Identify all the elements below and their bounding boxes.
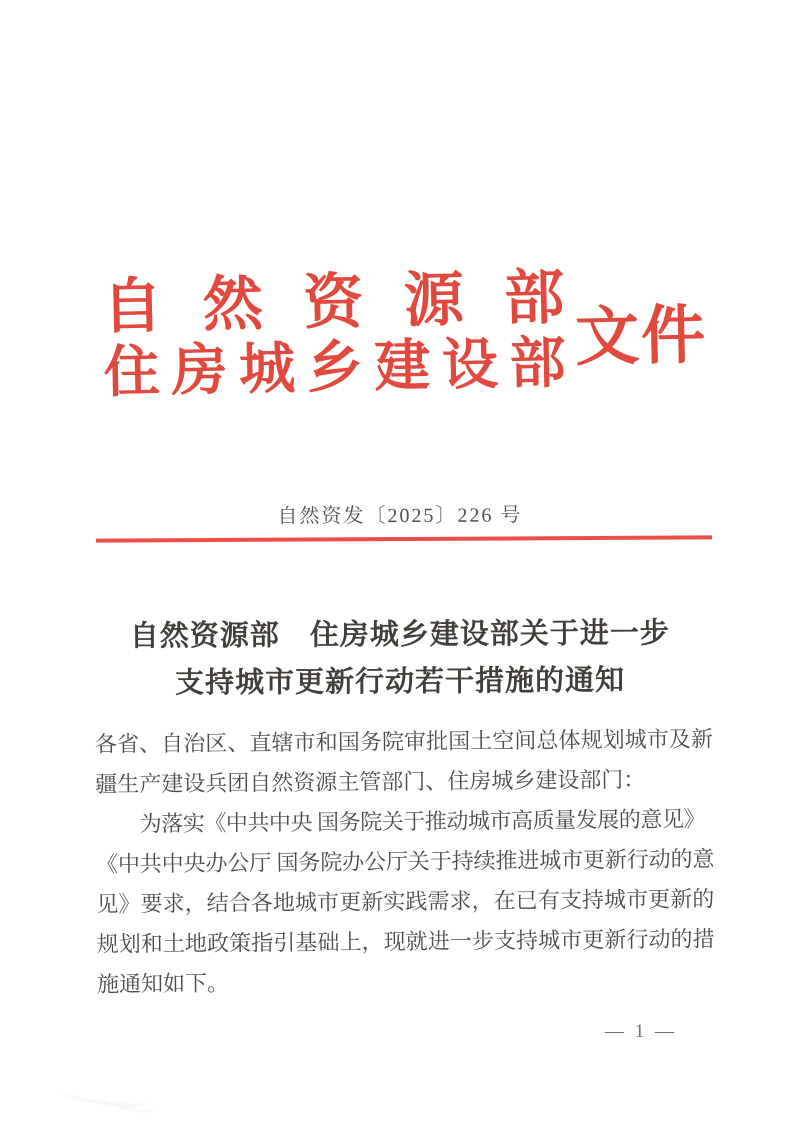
body-line: 规划和土地政策指引基础上，现就进一步支持城市更新行动的措	[96, 926, 715, 957]
salutation-line: 疆生产建设兵团自然资源主管部门、住房城乡建设部门：	[95, 766, 646, 797]
page-number: — 1 —	[605, 1021, 677, 1042]
title-line-1: 自然资源部 住房城乡建设部关于进一步	[129, 617, 670, 653]
body-line: 施通知如下。	[96, 970, 230, 997]
agency-name-line2: 住 房 城 乡 建 设 部	[103, 332, 567, 405]
body-line: 为落实《中共中央 国务院关于推动城市高质量发展的意见》	[139, 806, 706, 837]
salutation-line: 各省、自治区、直辖市和国务院审批国土空间总体规划城市及新	[94, 726, 714, 757]
doc-number: 自然资发〔2025〕226 号	[277, 504, 523, 528]
letterhead-agencies	[102, 265, 567, 405]
body-line: 《中共中央办公厅 国务院办公厅关于持续推进城市更新行动的意	[95, 846, 715, 877]
title-line-2: 支持城市更新行动若干措施的通知	[175, 664, 626, 700]
agency-name-line1: 自 然 资 源 部	[101, 264, 565, 341]
body-line: 见》要求，结合各地城市更新实践需求，在已有支持城市更新的	[96, 886, 715, 917]
red-divider-line	[96, 535, 712, 542]
letterhead	[102, 262, 709, 405]
document-title	[0, 610, 800, 709]
scan-artifact-smudge	[57, 1080, 151, 1111]
document-body	[95, 719, 715, 1004]
doc-type-label: 文件	[574, 299, 708, 374]
